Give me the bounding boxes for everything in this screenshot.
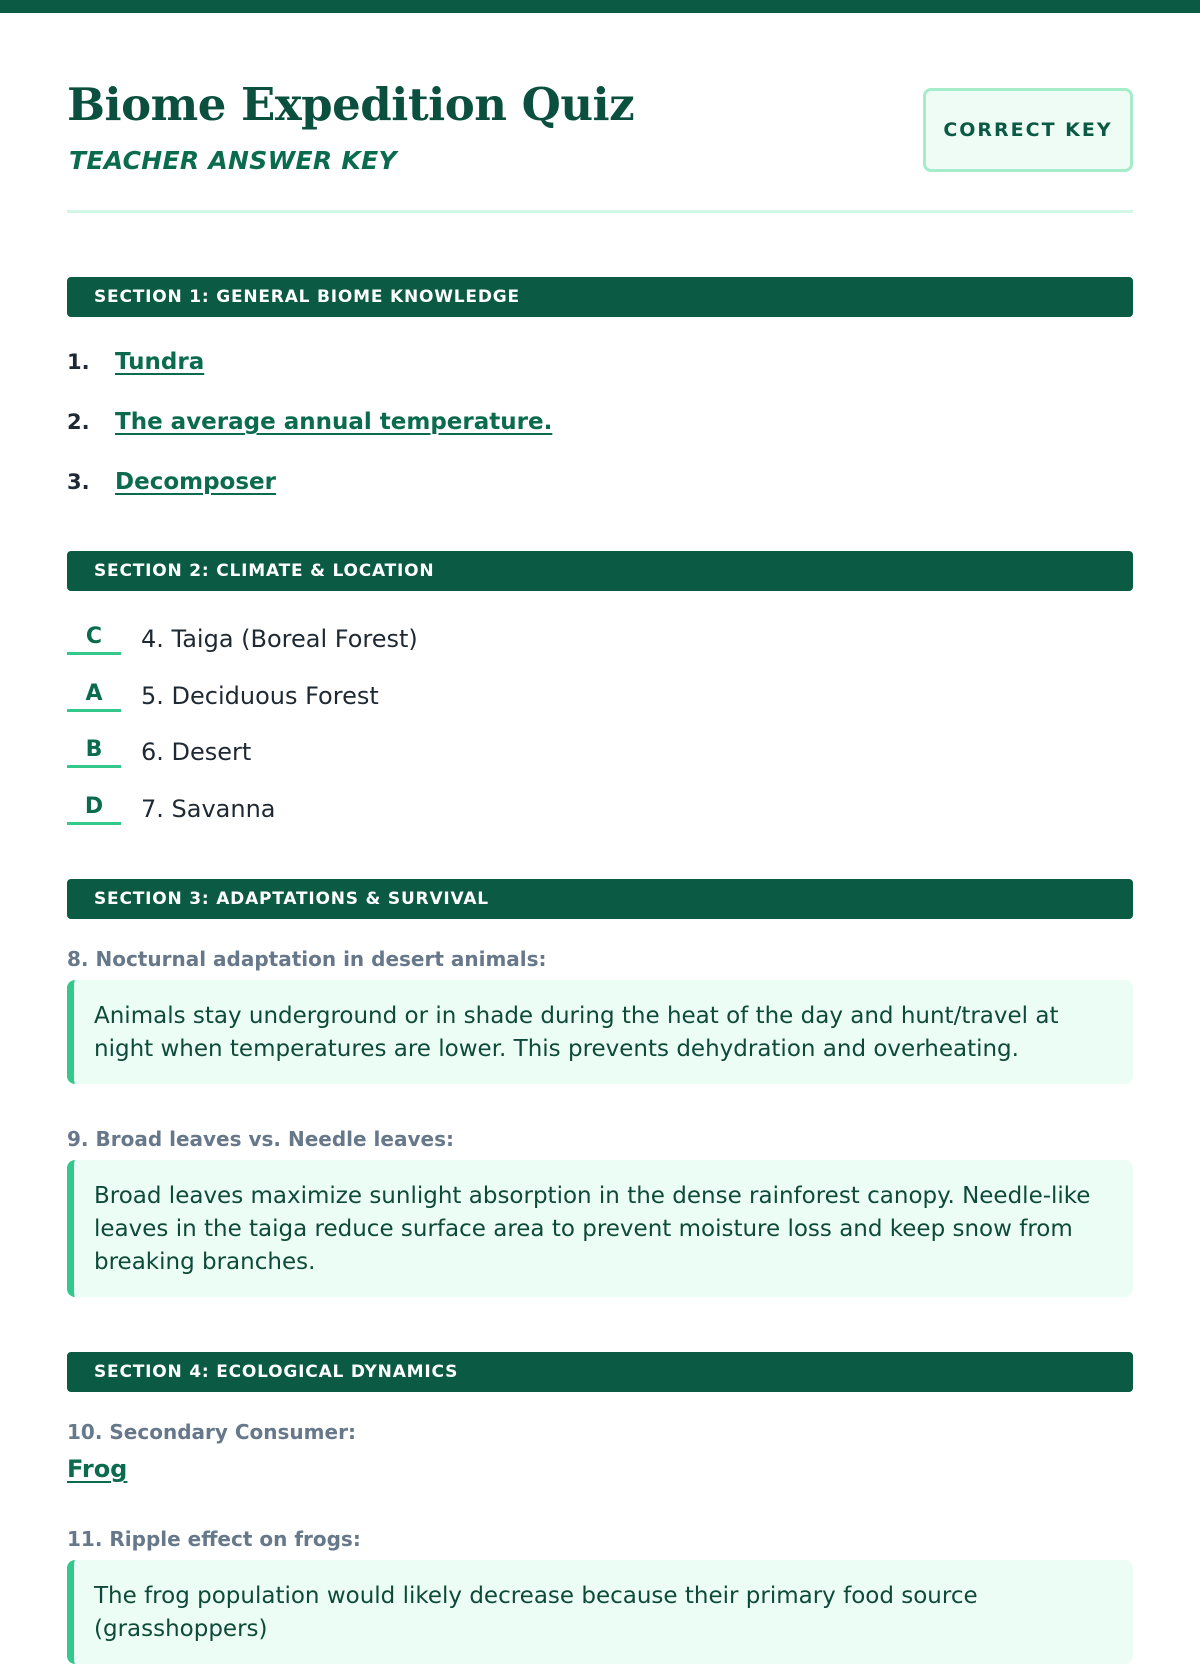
question-3 <box>67 466 276 498</box>
question-9-answer: Broad leaves maximize sunlight absorption in the dense rainforest canopy. Needle-like leaves in the taiga reduce surface area to prevent moisture loss and keep snow from breaking branches. <box>67 1160 1133 1297</box>
match-letter: C <box>67 622 121 655</box>
match-term: 5. Deciduous Forest <box>141 682 379 710</box>
correct-key-badge: CORRECT KEY <box>923 88 1133 172</box>
question-answer: Decomposer <box>115 469 276 495</box>
match-letter: D <box>67 792 121 825</box>
match-row-7 <box>67 785 276 825</box>
question-number: 1. <box>67 350 90 374</box>
question-11-answer: The frog population would likely decrease because their primary food source (grasshoppers) <box>67 1560 1133 1664</box>
question-answer: Tundra <box>115 349 205 375</box>
match-term: 4. Taiga (Boreal Forest) <box>141 625 418 653</box>
question-number: 2. <box>67 410 90 434</box>
match-row-5 <box>67 672 379 712</box>
match-term: 7. Savanna <box>141 795 276 823</box>
match-row-6 <box>67 728 251 768</box>
question-answer: The average annual temperature. <box>115 409 553 435</box>
section-3-heading: SECTION 3: ADAPTATIONS & SURVIVAL <box>67 879 1133 919</box>
match-letter: A <box>67 679 121 712</box>
question-10-label: 10. Secondary Consumer: <box>67 1420 356 1444</box>
question-9-label: 9. Broad leaves vs. Needle leaves: <box>67 1127 454 1151</box>
section-4-heading: SECTION 4: ECOLOGICAL DYNAMICS <box>67 1352 1133 1392</box>
page-subtitle: TEACHER ANSWER KEY <box>69 146 397 175</box>
match-letter: B <box>67 735 121 768</box>
question-number: 3. <box>67 470 90 494</box>
question-10-answer: Frog <box>67 1455 128 1483</box>
answer-key-page <box>67 0 1133 1642</box>
page-header <box>67 0 1133 213</box>
match-row-4 <box>67 615 418 655</box>
match-term: 6. Desert <box>141 738 252 766</box>
question-1 <box>67 346 204 378</box>
section-1-heading: SECTION 1: GENERAL BIOME KNOWLEDGE <box>67 277 1133 317</box>
section-2-heading: SECTION 2: CLIMATE & LOCATION <box>67 551 1133 591</box>
question-11-label: 11. Ripple effect on frogs: <box>67 1527 361 1551</box>
question-8-answer: Animals stay underground or in shade during the heat of the day and hunt/travel at night when temperatures are lower. This prevents dehydration and overheating. <box>67 980 1133 1084</box>
question-2 <box>67 406 552 438</box>
question-8-label: 8. Nocturnal adaptation in desert animals: <box>67 947 547 971</box>
page-title: Biome Expedition Quiz <box>67 78 635 131</box>
